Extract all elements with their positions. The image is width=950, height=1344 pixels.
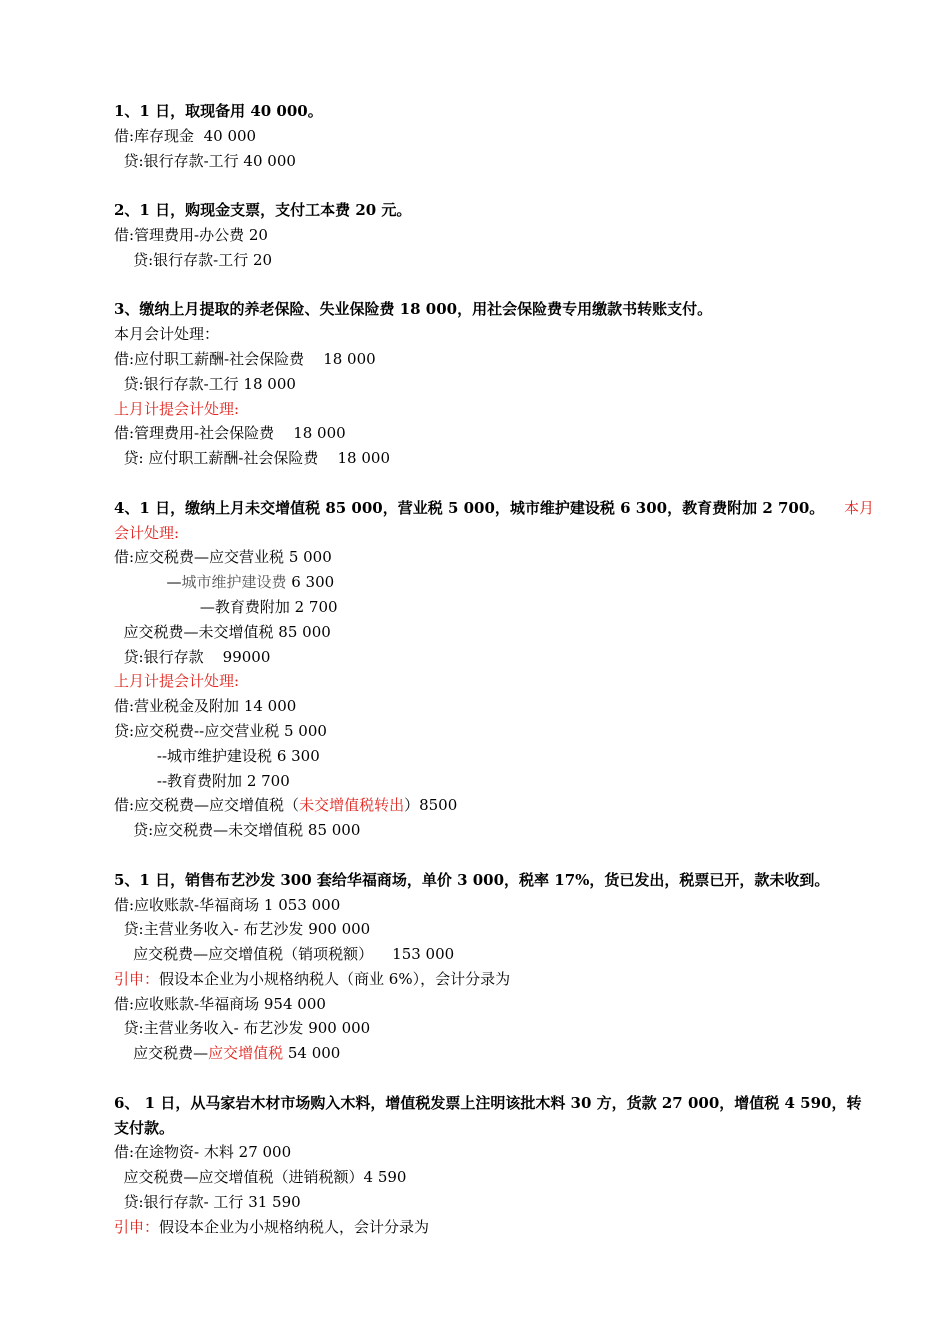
entry-3-prior-debit: 借:管理费用-社会保险费 18 000 xyxy=(114,424,346,443)
entry-5-alt-credit: 贷:主营业务收入- 布艺沙发 900 000 xyxy=(114,1019,371,1038)
entry-3-debit: 借:应付职工薪酬-社会保险费 18 000 xyxy=(114,349,376,368)
entry-5-alt-c: 54 000 xyxy=(283,1044,341,1063)
entry-6-debit-2: 应交税费—应交增值税（进销税额）4 590 xyxy=(114,1168,407,1187)
entry-4-city-tax: 城市维护建设费 xyxy=(181,573,287,592)
entry-3-title: 3、缴纳上月提取的养老保险、失业保险费 18 000，用社会保险费专用缴款书转账支付。 xyxy=(114,300,713,319)
entry-5-extension-text: 假设本企业为小规格纳税人（商业 6%），会计分录为 xyxy=(159,969,511,988)
entry-1-credit: 贷:银行存款-工行 40 000 xyxy=(114,151,296,170)
entry-2-credit: 贷:银行存款-工行 20 xyxy=(114,250,273,269)
entry-5-extension xyxy=(114,967,874,992)
entry-5-extension-label: 引申： xyxy=(114,969,160,988)
entry-5-title: 5、1 日，销售布艺沙发 300 套给华福商场，单价 3 000，税率 17%，货已发出，税票已开，款未收到。 xyxy=(114,870,830,889)
entry-2-title: 2、1 日，购现金支票，支付工本费 20 元。 xyxy=(114,201,412,220)
entry-4-prior-credit: 贷:应交税费--应交营业税 5 000 xyxy=(114,721,327,740)
entry-5-alt-credit-2 xyxy=(114,1041,874,1066)
document-body xyxy=(114,99,874,1240)
entry-5-alt-debit: 借:应收账款-华福商场 954 000 xyxy=(114,994,326,1013)
entry-6-extension-text: 假设本企业为小规格纳税人，会计分录为 xyxy=(159,1217,430,1236)
entry-5-debit: 借:应收账款-华福商场 1 053 000 xyxy=(114,895,341,914)
entry-1-debit: 借:库存现金 40 000 xyxy=(114,126,257,145)
entry-6-credit: 贷:银行存款- 工行 31 590 xyxy=(114,1193,301,1212)
entry-6-debit: 借:在途物资- 木料 27 000 xyxy=(114,1143,292,1162)
entry-4-debit: 借:应交税费—应交营业税 5 000 xyxy=(114,548,332,567)
entry-4-prior-heading: 上月计提会计处理: xyxy=(114,672,240,691)
spacer xyxy=(114,1066,874,1091)
entry-2-debit: 借:管理费用-办公费 20 xyxy=(114,225,268,244)
entry-5-credit-2: 应交税费—应交增值税（销项税额） 153 000 xyxy=(114,945,455,964)
entry-3-prior-heading: 上月计提会计处理: xyxy=(114,399,240,418)
entry-4-transfer-b: 未交增值税转出 xyxy=(299,796,405,815)
entry-5-credit: 贷:主营业务收入- 布艺沙发 900 000 xyxy=(114,920,371,939)
spacer xyxy=(114,471,874,496)
entry-4-transfer-credit: 贷:应交税费—未交增值税 85 000 xyxy=(114,821,361,840)
entry-5-alt-a: 应交税费— xyxy=(114,1044,209,1063)
entry-4-transfer-debit xyxy=(114,793,874,818)
entry-3-prior-credit: 贷: 应付职工薪酬-社会保险费 18 000 xyxy=(114,449,390,468)
entry-4-debit-2 xyxy=(114,570,874,595)
entry-4-prior-credit-2: --城市维护建设税 6 300 xyxy=(114,746,320,765)
entry-5-alt-b: 应交增值税 xyxy=(208,1044,284,1063)
entry-6-title-line-1: 6、 1 日，从马家岩木材市场购入木料，增值税发票上注明该批木料 30 方，货款 27 000，增值税 4 590，转 xyxy=(114,1093,862,1112)
spacer xyxy=(114,273,874,298)
entry-6-title-line-2: 支付款。 xyxy=(114,1118,175,1137)
entry-3-subheading: 本月会计处理： xyxy=(114,325,220,344)
entry-4-prior-debit: 借:营业税金及附加 14 000 xyxy=(114,697,297,716)
entry-4-dash: — xyxy=(114,573,182,592)
entry-4-city-amount: 6 300 xyxy=(286,573,335,592)
entry-6-extension xyxy=(114,1215,874,1240)
entry-4-transfer-c: ）8500 xyxy=(404,796,458,815)
entry-1-title: 1、1 日，取现备用 40 000。 xyxy=(114,102,323,120)
entry-6-extension-label: 引申： xyxy=(114,1217,160,1236)
entry-4-heading: 会计处理: xyxy=(114,523,180,542)
entry-4-credit: 贷:银行存款 99000 xyxy=(114,647,271,666)
entry-3-credit: 贷:银行存款-工行 18 000 xyxy=(114,374,296,393)
spacer xyxy=(114,843,874,868)
entry-4-title-row xyxy=(114,496,874,521)
entry-4-debit-3: —教育费附加 2 700 xyxy=(114,597,338,616)
entry-4-title-red: 本月 xyxy=(843,498,874,517)
entry-4-title: 4、1 日，缴纳上月未交增值税 85 000，营业税 5 000，城市维护建设税 6 300，教育费附加 2 700。 xyxy=(114,498,825,517)
entry-4-debit-4: 应交税费—未交增值税 85 000 xyxy=(114,622,331,641)
entry-4-transfer-a: 借:应交税费—应交增值税（ xyxy=(114,796,300,815)
spacer xyxy=(114,173,874,198)
entry-4-prior-credit-3: --教育费附加 2 700 xyxy=(114,771,290,790)
